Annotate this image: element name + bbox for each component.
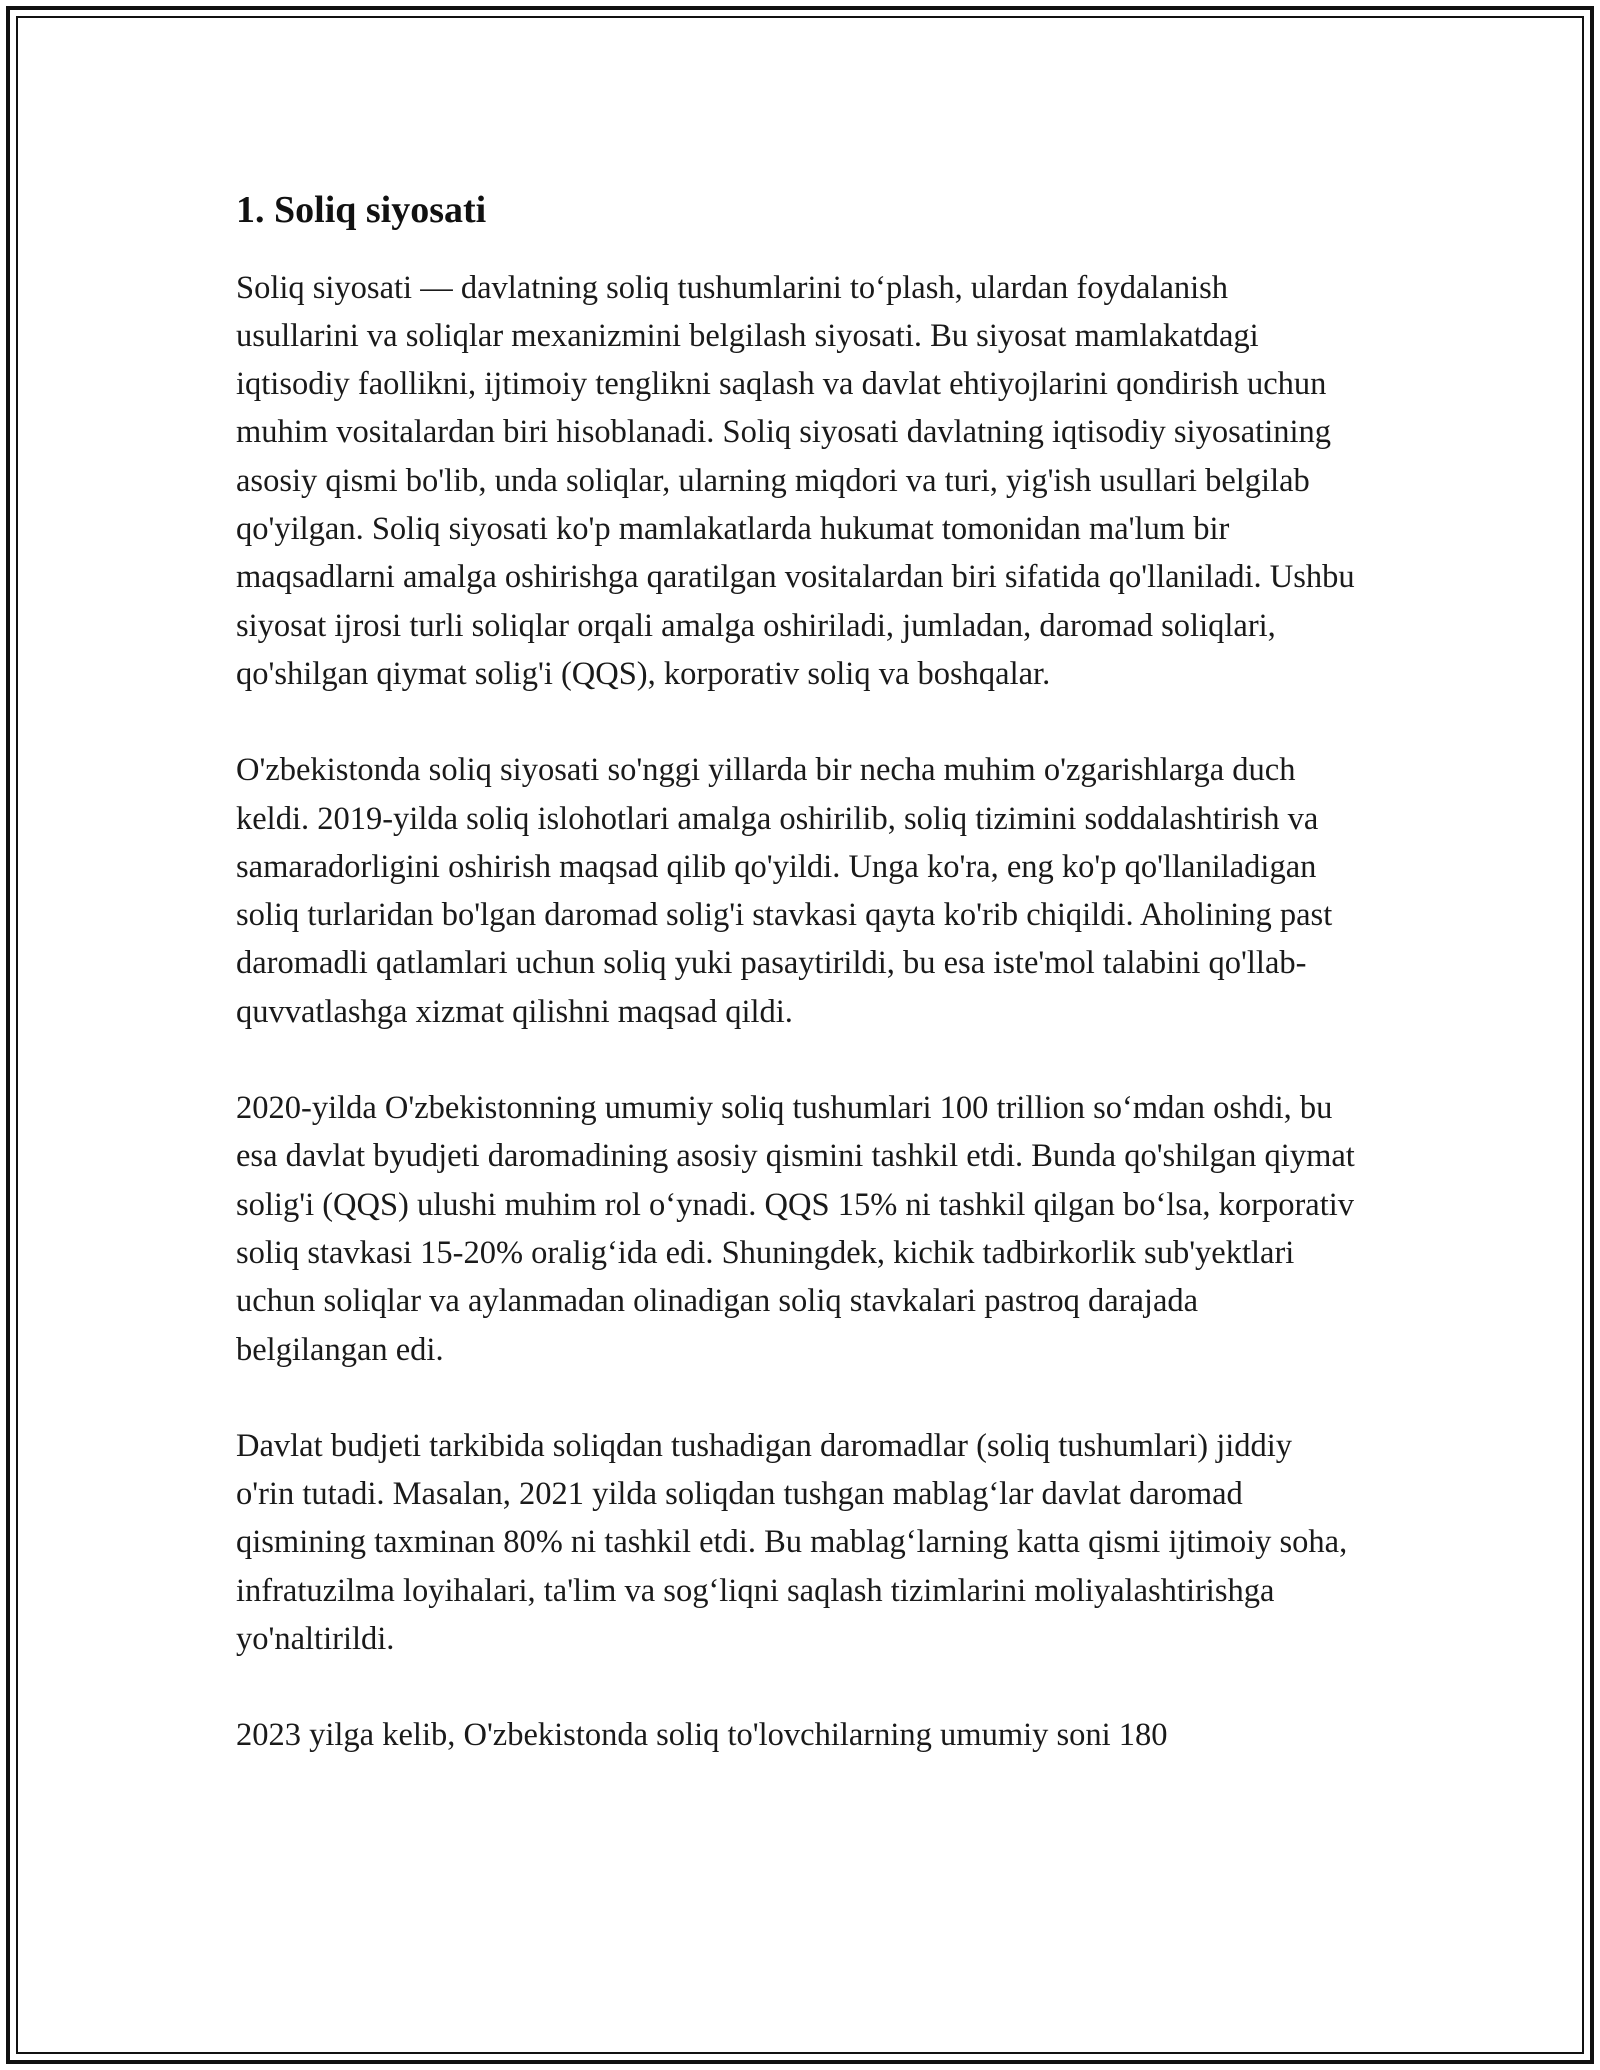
paragraph-1: Soliq siyosati — davlatning soliq tushumlarini to‘plash, ulardan foydalanish usullarini va soliqlar mexanizmini belgilash siyosati. Bu siyosat mamlakatdagi iqtisodiy faollikni, ijtimoiy tenglikni saqlash va davlat ehtiyojlarini qondirish uchun muhim vositalardan biri hisoblanadi. Soliq siyosati davlatning iqtisodiy siyosatining asosiy qismi bo'lib, unda soliqlar, ularning miqdori va turi, yig'ish usullari belgilab qo'yilgan. Soliq siyosati ko'p mamlakatlarda hukumat tomonidan ma'lum bir maqsadlarni amalga oshirishga qaratilgan vositalardan biri sifatida qo'llaniladi. Ushbu siyosat ijrosi turli soliqlar orqali amalga oshiriladi, jumladan, daromad soliqlari, qo'shilgan qiymat solig'i (QQS), korporativ soliq va boshqalar. <box>236 269 1355 692</box>
paragraph-2: O'zbekistonda soliq siyosati so'nggi yillarda bir necha muhim o'zgarishlarga duch keldi. 2019-yilda soliq islohotlari amalga oshirilib, soliq tizimini soddalashtirish va samaradorligini oshirish maqsad qilib qo'yildi. Unga ko'ra, eng ko'p qo'llaniladigan soliq turlaridan bo'lgan daromad solig'i stavkasi qayta ko'rib chiqildi. Aholining past daromadli qatlamlari uchun soliq yuki pasaytirildi, bu esa iste'mol talabini qo'llab-quvvatlashga xizmat qilishni maqsad qildi. <box>236 752 1333 1030</box>
paragraph-3: 2020-yilda O'zbekistonning umumiy soliq tushumlari 100 trillion so‘mdan oshdi, bu esa davlat byudjeti daromadining asosiy qismini tashkil etdi. Bunda qo'shilgan qiymat solig'i (QQS) ulushi muhim rol o‘ynadi. QQS 15% ni tashkil qilgan bo‘lsa, korporativ soliq stavkasi 15-20% oralig‘ida edi. Shuningdek, kichik tadbirkorlik sub'yektlari uchun soliqlar va aylanmadan olinadigan soliq stavkalari pastroq darajada belgilangan edi. <box>236 1090 1355 1368</box>
paragraph-5: 2023 yilga kelib, O'zbekistonda soliq to'lovchilarning umumiy soni 180 <box>236 1717 1168 1754</box>
paragraph-4: Davlat budjeti tarkibida soliqdan tushadigan daromadlar (soliq tushumlari) jiddiy o'rin tutadi. Masalan, 2021 yilda soliqdan tushgan mablag‘lar davlat daromad qismining taxminan 80% ni tashkil etdi. Bu mablag‘larning katta qismi ijtimoiy soha, infratuzilma loyihalari, ta'lim va sog‘liqni saqlash tizimlarini moliyalashtirishga yo'naltirildi. <box>236 1427 1348 1658</box>
section-heading: 1. Soliq siyosati <box>236 189 487 231</box>
document-body <box>236 188 1356 1808</box>
